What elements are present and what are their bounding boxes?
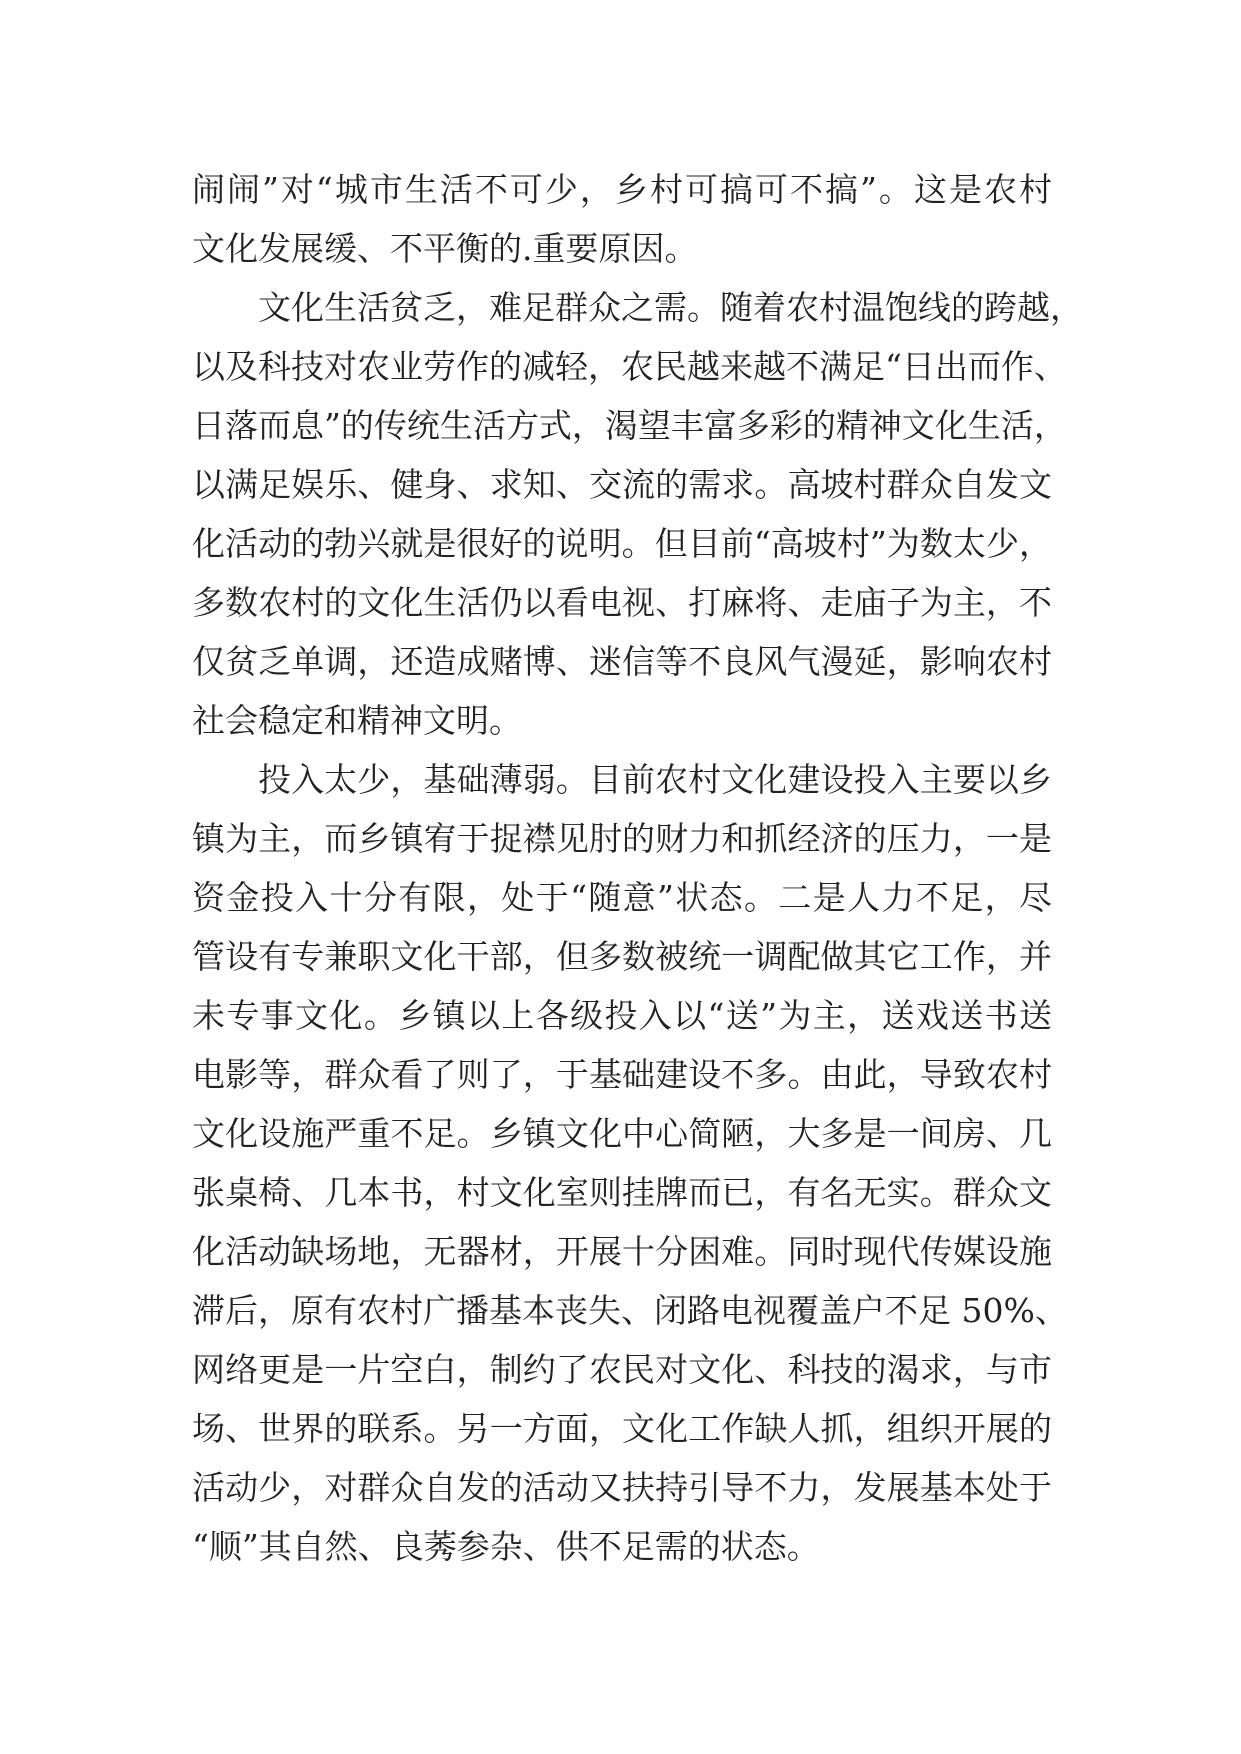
text-line: 多数农村的文化生活仍以看电视、打麻将、走庙子为主，不 bbox=[192, 583, 1052, 622]
text-line: 资金投入十分有限，处于“随意”状态。二是人力不足，尽 bbox=[192, 878, 1052, 917]
text-line: 管设有专兼职文化干部，但多数被统一调配做其它工作，并 bbox=[192, 937, 1052, 976]
text-line: 日落而息”的传统生活方式，渴望丰富多彩的精神文化生活， bbox=[192, 406, 1067, 445]
text-line: 网络更是一片空白，制约了农民对文化、科技的渴求，与市 bbox=[192, 1350, 1052, 1389]
text-line: 活动少，对群众自发的活动又扶持引导不力，发展基本处于 bbox=[192, 1468, 1052, 1507]
paragraph-3 bbox=[192, 750, 1068, 1576]
text-line: 以及科技对农业劳作的减轻，农民越来越不满足“日出而作、 bbox=[192, 347, 1067, 386]
text-line: 场、世界的联系。另一方面，文化工作缺人抓，组织开展的 bbox=[192, 1409, 1052, 1448]
text-line: “顺”其自然、良莠参杂、供不足需的状态。 bbox=[192, 1527, 820, 1566]
text-line: 文化设施严重不足。乡镇文化中心简陋，大多是一间房、几 bbox=[192, 1114, 1052, 1153]
text-line: 仅贫乏单调，还造成赌博、迷信等不良风气漫延，影响农村 bbox=[192, 642, 1052, 681]
text-line: 社会稳定和精神文明。 bbox=[192, 701, 522, 740]
document-body bbox=[192, 160, 1083, 1576]
paragraph-1 bbox=[192, 160, 1052, 278]
text-line: 化活动的勃兴就是很好的说明。但目前“高坡村”为数太少， bbox=[192, 524, 1052, 563]
text-line: 闹闹”对“城市生活不可少，乡村可搞可不搞”。这是农村 bbox=[192, 170, 1052, 209]
text-line: 文化发展缓、不平衡的.重要原因。 bbox=[192, 229, 698, 268]
text-line: 文化生活贫乏，难足群众之需。随着农村温饱线的跨越， bbox=[258, 288, 1083, 327]
text-line: 电影等，群众看了则了，于基础建设不多。由此，导致农村 bbox=[192, 1055, 1052, 1094]
text-line: 镇为主，而乡镇宥于捉襟见肘的财力和抓经济的压力，一是 bbox=[192, 819, 1052, 858]
text-line: 投入太少，基础薄弱。目前农村文化建设投入主要以乡 bbox=[258, 760, 1052, 799]
text-line: 未专事文化。乡镇以上各级投入以“送”为主，送戏送书送 bbox=[192, 996, 1052, 1035]
text-line: 张桌椅、几本书，村文化室则挂牌而已，有名无实。群众文 bbox=[192, 1173, 1052, 1212]
text-line: 滞后，原有农村广播基本丧失、闭路电视覆盖户不足 50%、 bbox=[192, 1291, 1068, 1330]
paragraph-2 bbox=[192, 278, 1083, 750]
text-line: 化活动缺场地，无器材，开展十分困难。同时现代传媒设施 bbox=[192, 1232, 1052, 1271]
text-line: 以满足娱乐、健身、求知、交流的需求。高坡村群众自发文 bbox=[192, 465, 1052, 504]
